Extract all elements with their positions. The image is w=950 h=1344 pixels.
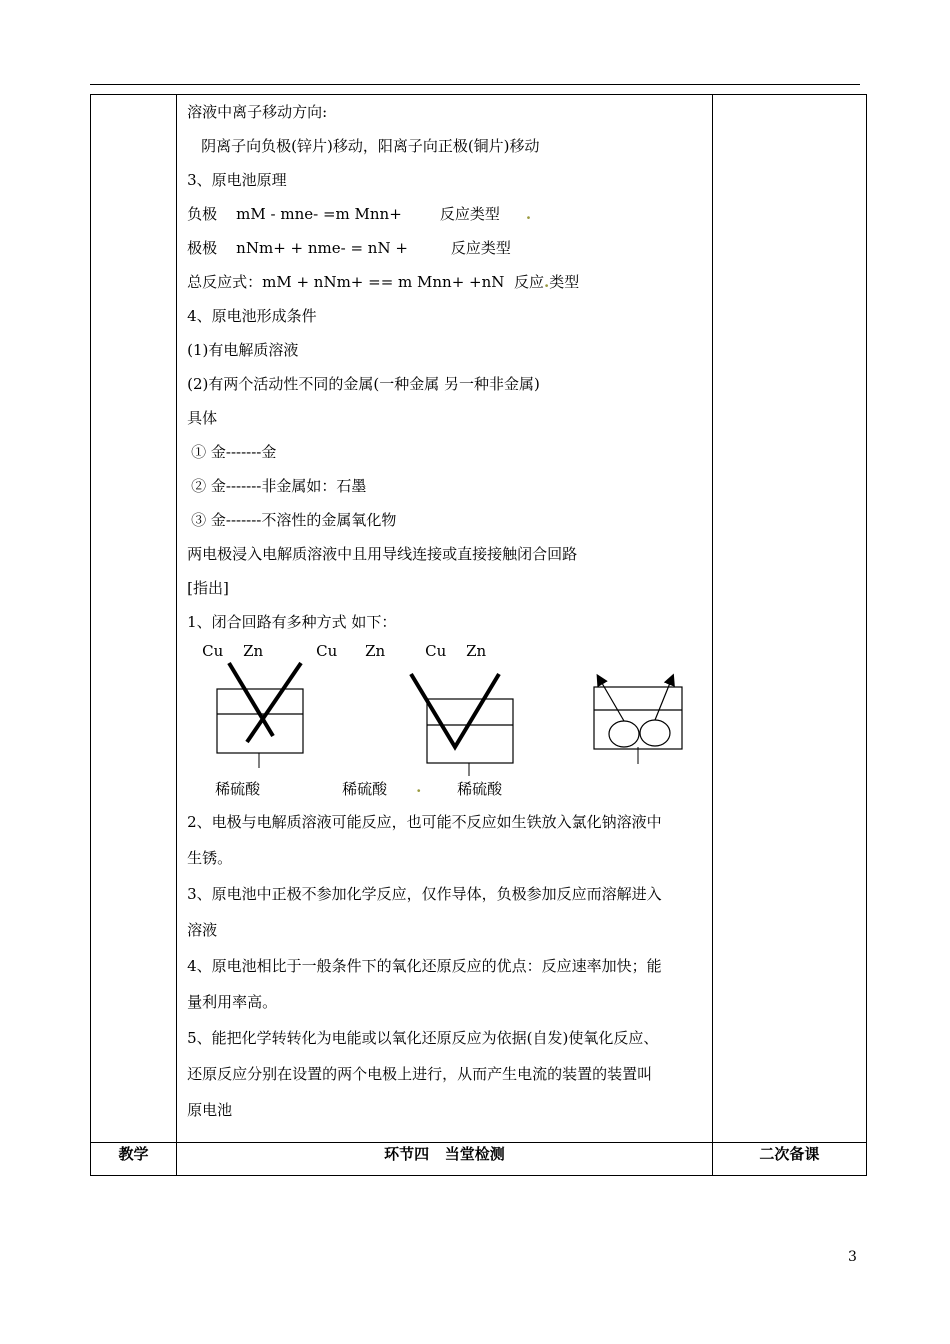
electrode-label-cu: Cu (202, 642, 224, 660)
diagram-3-beads (594, 678, 682, 764)
dot-mark: . (416, 778, 422, 796)
footer-second-prep: 二次备课 (712, 1143, 866, 1176)
electrolyte-label: 稀硫酸 (457, 780, 503, 798)
lesson-table (90, 94, 867, 1176)
condition-1: (1)有电解质溶液 (187, 341, 299, 359)
text-line: 溶液中离子移动方向: (187, 103, 328, 121)
list-item: ③ 金-------不溶性的金属氧化物 (191, 511, 397, 529)
footer-row (91, 1143, 867, 1176)
note-label: [指出] (187, 579, 229, 597)
dot-mark: . (543, 273, 550, 291)
point-3-cont: 溶液 (187, 921, 218, 939)
text-line: 阴离子向负极(锌片)移动，阳离子向正极(铜片)移动 (201, 137, 540, 155)
condition-2: (2)有两个活动性不同的金属(一种金属 另一种非金属) (187, 375, 540, 393)
footer-teaching: 教学 (91, 1143, 177, 1176)
heading-principle: 3、原电池原理 (187, 171, 287, 189)
content-row (91, 95, 867, 1143)
electrolyte-label: 稀硫酸 (342, 780, 388, 798)
text-line: 两电极浸入电解质溶液中且用导线连接或直接接触闭合回路 (187, 545, 578, 563)
footer-section-title: 环节四 当堂检测 (177, 1143, 713, 1176)
dot-mark: . (525, 205, 532, 223)
page-number: 3 (848, 1249, 857, 1265)
left-cell (91, 95, 177, 1143)
electrode-label-zn: Zn (466, 642, 487, 660)
equation-text: 总反应式：mM + nNm+ == m Mnn+ +nN 反应 (187, 273, 544, 291)
circuit-diagram-drawing (187, 644, 707, 806)
point-2-cont: 生锈。 (187, 849, 233, 867)
point-4-cont: 量利用率高。 (187, 993, 278, 1011)
list-item: ② 金-------非金属如：石墨 (191, 477, 367, 495)
electrode-label-zn: Zn (365, 642, 386, 660)
negative-electrode-line (187, 200, 704, 234)
electrode-label-cu: Cu (425, 642, 447, 660)
list-item: ① 金-------金 (191, 443, 277, 461)
electrolyte-label: 稀硫酸 (215, 780, 261, 798)
point-4: 4、原电池相比于一般条件下的氧化还原反应的优点：反应速率加快；能 (187, 957, 662, 975)
heading-conditions: 4、原电池形成条件 (187, 307, 317, 325)
text-line: 具体 (187, 409, 218, 427)
text-line: 1、闭合回路有多种方式 如下： (187, 613, 397, 631)
equation-text: 负极 mM - mne- =m Mnn+ 反应类型 (187, 205, 500, 223)
diagram-1-crossed (217, 663, 303, 768)
point-2: 2、电极与电解质溶液可能反应，也可能不反应如生铁放入氯化钠溶液中 (187, 813, 662, 831)
equation-text-end: 类型 (549, 273, 580, 291)
point-5-cont: 还原反应分别在设置的两个电极上进行，从而产生电流的装置的装置叫 (187, 1065, 653, 1083)
right-cell (712, 95, 866, 1143)
point-5-end: 原电池 (187, 1101, 233, 1119)
content-cell (177, 95, 713, 1143)
electrode-label-zn: Zn (243, 642, 264, 660)
point-5: 5、能把化学转转化为电能或以氧化还原反应为依据(自发)使氧化反应、 (187, 1029, 659, 1047)
point-3: 3、原电池中正极不参加化学反应，仅作导体，负极参加反应而溶解进入 (187, 885, 662, 903)
electrode-label-cu: Cu (316, 642, 338, 660)
total-reaction-line (187, 268, 704, 302)
diagram-2-v-shape (411, 674, 513, 776)
header-rule (90, 84, 860, 85)
positive-electrode-line: 极极 nNm+ + nme- = nN + 反应类型 (187, 239, 511, 257)
circuit-diagrams (187, 644, 704, 806)
